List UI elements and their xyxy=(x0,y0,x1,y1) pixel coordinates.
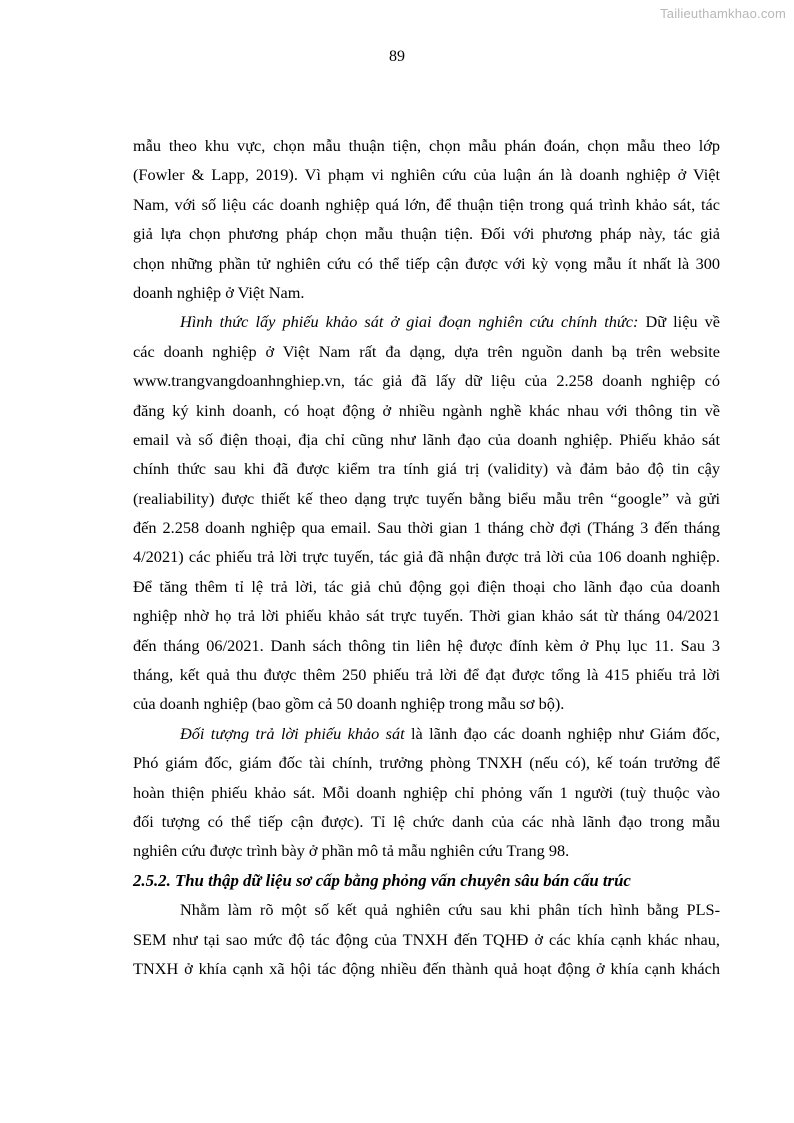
text-line: Nam, với số liệu các doanh nghiệp quá lớn, để thuận tiện trong quá trình khảo sát, tác xyxy=(133,194,720,214)
text-line: doanh nghiệp ở Việt Nam. xyxy=(133,282,305,302)
text-line: TNXH ở khía cạnh xã hội tác động nhiều đến thành quả hoạt động ở khía cạnh khách xyxy=(133,958,720,978)
text-line: nghiên cứu được trình bày ở phần mô tả mẫu nghiên cứu Trang 98. xyxy=(133,841,570,861)
text-line: hoàn thiện phiếu khảo sát. Mỗi doanh nghiệp chỉ phỏng vấn 1 người (tuỳ thuộc vào xyxy=(133,782,720,802)
text-line: 4/2021) các phiếu trả lời trực tuyến, tác giả đã nhận được trả lời của 106 doanh nghiệp. xyxy=(133,547,720,567)
text-line: giả lựa chọn phương pháp chọn mẫu thuận tiện. Đối với phương pháp này, tác giả xyxy=(133,224,720,244)
text-line: Nhằm làm rõ một số kết quả nghiên cứu sau khi phân tích hình bằng PLS- xyxy=(180,900,720,920)
text-line: đăng ký kinh doanh, có hoạt động ở nhiều ngành nghề khác nhau với thông tin về xyxy=(133,400,720,420)
text-line: (realiability) được thiết kế theo dạng trực tuyến bằng biểu mẫu trên “google” và gửi xyxy=(133,488,720,508)
text-line: tháng, kết quả thu được thêm 250 phiếu trả lời để đạt được tổng là 415 phiếu trả lời xyxy=(133,665,720,685)
text-line: các doanh nghiệp ở Việt Nam rất đa dạng, dựa trên nguồn danh bạ trên website xyxy=(133,341,720,361)
watermark: Tailieuthamkhao.com xyxy=(660,6,786,21)
text-line: nghiệp nhờ họ trả lời phiếu khảo sát trực tuyến. Thời gian khảo sát từ tháng 04/2021 xyxy=(133,606,720,626)
text-span: là lãnh đạo các doanh nghiệp như Giám đốc, xyxy=(404,723,720,743)
text-span: Dữ liệu về xyxy=(638,312,721,332)
text-line: SEM như tại sao mức độ tác động của TNXH đến TQHĐ ở các khía cạnh khác nhau, xyxy=(133,929,720,949)
text-line: www.trangvangdoanhnghiep.vn, tác giả đã lấy dữ liệu của 2.258 doanh nghiệp có xyxy=(133,371,720,391)
text-line: chọn những phần tử nghiên cứu có thể tiếp cận được với kỳ vọng mẫu ít nhất là 300 xyxy=(133,253,720,273)
section-heading: 2.5.2. Thu thập dữ liệu sơ cấp bằng phỏng vấn chuyên sâu bán cấu trúc xyxy=(133,870,631,890)
italic-lead: Hình thức lấy phiếu khảo sát ở giai đoạn nghiên cứu chính thức: xyxy=(180,312,639,332)
text-line: Phó giám đốc, giám đốc tài chính, trưởng phòng TNXH (nếu có), kế toán trưởng để xyxy=(133,753,720,773)
text-line: của doanh nghiệp (bao gồm cả 50 doanh nghiệp trong mẫu sơ bộ). xyxy=(133,694,565,714)
italic-lead: Đối tượng trả lời phiếu khảo sát xyxy=(180,723,405,743)
text-line: email và số điện thoại, địa chỉ cũng như lãnh đạo của doanh nghiệp. Phiếu khảo sát xyxy=(133,429,720,449)
page-number: 89 xyxy=(389,48,405,65)
text-line: mẫu theo khu vực, chọn mẫu thuận tiện, chọn mẫu phán đoán, chọn mẫu theo lớp xyxy=(133,136,720,155)
text-line: chính thức sau khi đã được kiểm tra tính giá trị (validity) và đảm bảo độ tin cậy xyxy=(133,459,720,479)
text-line: Để tăng thêm tỉ lệ trả lời, tác giả chủ động gọi điện thoại cho lãnh đạo của doanh xyxy=(133,576,720,596)
document-body xyxy=(133,131,720,983)
text-line: đối tượng có thể tiếp cận được). Tỉ lệ chức danh của các nhà lãnh đạo trong mẫu xyxy=(133,811,720,831)
text-line: đến 2.258 doanh nghiệp qua email. Sau thời gian 1 tháng chờ đợi (Tháng 3 đến tháng xyxy=(133,518,720,538)
text-line: (Fowler & Lapp, 2019). Vì phạm vi nghiên cứu của luận án là doanh nghiệp ở Việt xyxy=(133,165,720,185)
text-line: đến tháng 06/2021. Danh sách thông tin liên hệ được đính kèm ở Phụ lục 11. Sau 3 xyxy=(133,635,720,655)
text-line xyxy=(133,307,720,336)
text-line xyxy=(133,719,720,748)
